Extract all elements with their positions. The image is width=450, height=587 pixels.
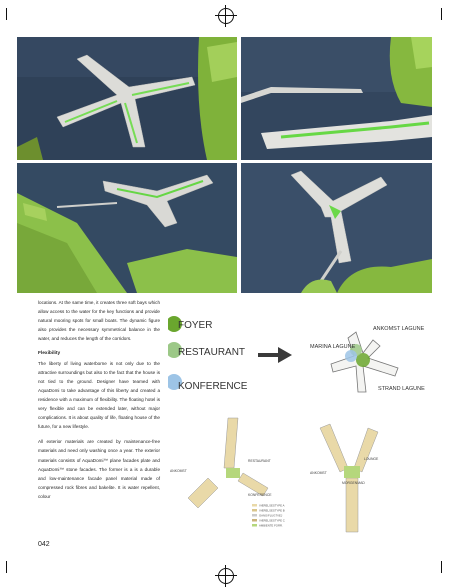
paragraph-materials: All exterior materials are created by maintenance-free materials and need only washing once a year. The exterior materials consists of AquaDomi™ plane facades plate and AquaDomi™ stone facades. The former is a is a durable and low-maintenance facade panel material made of compressed rock fibres and bakelite. It is water repellent, colour (38, 439, 160, 499)
article-text-column (38, 298, 160, 507)
svg-text:LOUNGE: LOUNGE (364, 457, 379, 461)
svg-text:VÆRELSESTYPE A: VÆRELSESTYPE A (259, 503, 285, 508)
functional-diagram-panel (168, 298, 438, 548)
photo-hotel-grass-foreground (17, 163, 237, 293)
svg-text:ANKOMST: ANKOMST (170, 469, 187, 473)
svg-text:ANKOMST: ANKOMST (310, 471, 327, 475)
label-ankomst-lagune: ANKOMST LAGUNE (373, 326, 425, 332)
photo-hotel-wing (241, 37, 432, 160)
floor-plan-left (170, 418, 272, 508)
legend-konference (168, 374, 248, 392)
photo-aerial-hotel (17, 37, 237, 160)
legend-foyer (168, 316, 212, 332)
legend-label-konference: KONFERENCE (178, 381, 248, 392)
page-number: 042 (38, 541, 50, 548)
floor-plan-legend (252, 504, 285, 528)
registration-mark-top (218, 8, 234, 24)
crop-mark-bottom-right (430, 561, 442, 573)
crop-mark-bottom-left (6, 561, 18, 573)
registration-mark-bottom (218, 568, 234, 584)
svg-text:VÆRELSESTYPE B: VÆRELSESTYPE B (259, 508, 285, 513)
legend-label-foyer: FOYER (178, 320, 213, 331)
svg-text:RESTAURANT: RESTAURANT (248, 459, 271, 463)
label-strand-lagune: STRAND LAGUNE (378, 386, 425, 392)
legend-label-restaurant: RESTAURANT (178, 347, 246, 358)
svg-text:AMBIENTE FORR.: AMBIENTE FORR. (259, 523, 283, 528)
svg-text:MORGENMAD: MORGENMAD (342, 481, 365, 485)
section-heading-flexibility: Flexibility (38, 351, 61, 357)
svg-text:VÆRELSESTYPE C: VÆRELSESTYPE C (259, 518, 285, 523)
floor-plan-right (310, 424, 379, 532)
arrow-icon (258, 347, 292, 363)
konference-marker (345, 350, 357, 362)
paragraph-intro: locations. At the same time, it creates three soft bays which allow access to the water for the key functions and provide natural mooring spots for small boats. The dynamic figure also provides the necessary symmetrical balance in the water, and reduces the length of the corridors. (38, 300, 160, 342)
photo-hotel-top-view (241, 163, 432, 293)
crop-mark-top-left (6, 8, 18, 20)
svg-text:KONFERENCE: KONFERENCE (248, 493, 272, 497)
label-marina-lagune: MARINA LAGUNE (310, 344, 356, 350)
crop-mark-top-right (430, 8, 442, 20)
paragraph-flexibility: The liberty of living waterborne is not only due to the attractive surroundings but also to the fact that the house is not tied to the ground. Designer have teamed with AquaDomi to take advantage of this liberty and created a residence with a maximum of flexibility. The floating hotel is very flexible and can be extended later, without major complications. It is about quality of life, floating house of the future, for a new lifestyle. (38, 360, 160, 430)
svg-text:GANG/FLUGTVEJ: GANG/FLUGTVEJ (259, 513, 283, 518)
legend-restaurant (168, 342, 245, 358)
